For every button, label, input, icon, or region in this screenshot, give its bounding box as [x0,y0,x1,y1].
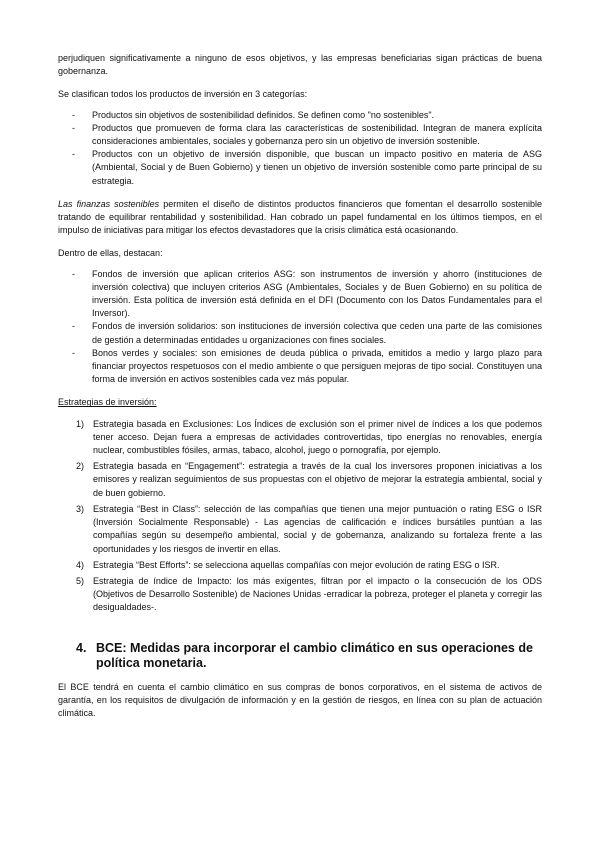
list-item: - Productos con un objetivo de inversión disponible, que buscan un impacto positivo en materia de ASG (Ambiental, Social y de Buen Gobierno) y tienen un objetivo de inversión sostenible como parte principal de su estrategia. [72,149,542,186]
list-item: 2) Estrategia basada en “Engagement”: estrategia a través de la cual los inversores proponen iniciativas a los emisores y realizan seguimientos de sus propuestas con el objetivo de mejorar la estrategia ambiental, social y de buen gobierno. [76,461,542,498]
list-item: - Bonos verdes y sociales: son emisiones de deuda pública o privada, emitidos a medio y largo plazo para financiar proyectos respetuosos con el medio ambiente o que persiguen mejoras de tipo social. Constituyen una forma de inversión en activos sostenibles cada vez más popular. [72,347,542,385]
strategies-heading: Estrategias de inversión: [58,397,157,408]
classification-intro: Se clasifican todos los productos de inversión en 3 categorías: [58,89,308,100]
list-item: - Productos que promueven de forma clara las características de sostenibilidad. Integran de manera explícita consideraciones ambientales, sociales y gobernanza pero sin un objetivo de inversión sostenible. [72,122,542,147]
sustainable-finance-term: Las finanzas sostenibles [58,198,160,209]
section-4-body: El BCE tendrá en cuenta el cambio climático en sus compras de bonos corporativos, en el sistema de activos de garantía, en los requisitos de divulgación de información y en la gestión de riesgos, en línea con su plan de actuación climática. [58,681,542,718]
list-item: - Fondos de inversión solidarios: son instituciones de inversión colectiva que ceden una parte de las comisiones de gestión a determinadas entidades u organizaciones con fines sociales. [72,321,542,345]
sustainable-products-list [58,268,542,387]
intro-continuation: perjudiquen significativamente a ninguno de esos objetivos, y las empresas beneficiarias sigan prácticas de buena gobernanza. [58,53,542,77]
category-list [58,109,542,188]
section-4-heading [58,641,542,671]
section-title: BCE: Medidas para incorporar el cambio climático en sus operaciones de política monetaria. [96,640,533,670]
strategies-list [58,418,542,615]
sustainable-finance-paragraph: Las finanzas sostenibles permiten el diseño de distintos productos financieros que fomentan el desarrollo sostenible tratando de equilibrar rentabilidad y sostenibilidad. Han cobrado un papel fundamental en los últimos tiempos, en el impulso de iniciativas para mitigar los efectos devastadores que la crisis climática está ocasionando. [58,198,543,236]
list-item: 3) Estrategia “Best in Class”: selección de las compañías que tienen una mejor puntuación o rating ESG o ISR (Inversión Socialmente Responsable) - Las agencias de calificación e índices bursátiles puntúan a las compañías según su desempeño ambiental, social y de gobernanza, analizando su fortaleza frente a las oportunidades y los riesgos de invertir en ellas. [76,503,542,554]
list-item: 4) Estrategia “Best Efforts”: se selecciona aquellas compañías con mejor evolución de rating ESG o ISR. [76,559,500,570]
list-item: - Productos sin objetivos de sostenibilidad definidos. Se definen como "no sostenibles". [72,109,435,120]
list-item: - Fondos de inversión que aplican criterios ASG: son instrumentos de inversión y ahorro (instituciones de inversión colectiva) que incluyen criterios ASG (Ambientales, Sociales y de Buen Gobierno) en su política de inversión. Esta política de inversión está definida en el DFI (Documento con los Datos Fundamentales para el Inversor). [72,268,542,319]
list-item: 5) Estrategia de índice de Impacto: los más exigentes, filtran por el impacto o la consecución de los ODS (Objetivos de Desarrollo Sostenible) de Naciones Unidas -erradicar la pobreza, proteger el planeta y corregir las desigualdades-. [76,575,542,613]
list-item: 1) Estrategia basada en Exclusiones: Los Índices de exclusión son el primer nivel de índices a los que podemos tener acceso. Dejan fuera a empresas de actividades controvertidas, tipo energías no renovables, energía nuclear, combustibles fósiles, armas, tabaco, alcohol, juego o pornografía, por ejemplo. [76,418,542,456]
highlight-intro: Dentro de ellas, destacan: [58,248,163,259]
section-number: 4. [76,640,87,655]
